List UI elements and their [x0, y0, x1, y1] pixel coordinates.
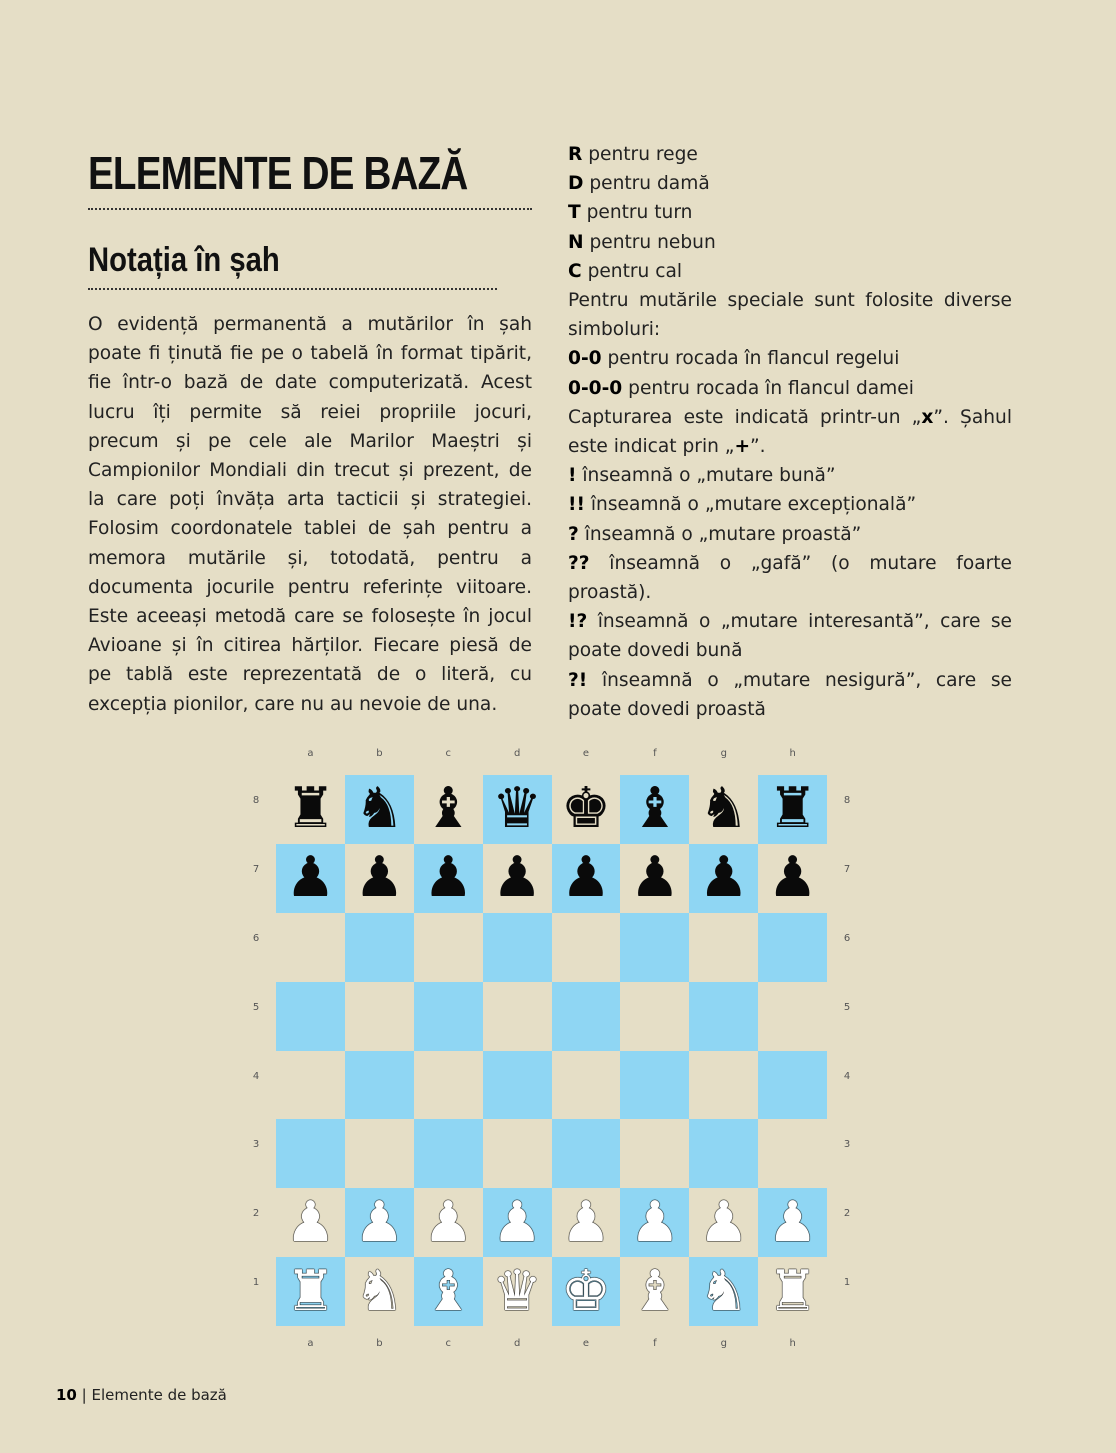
capture-text-2: ”. Șahul este indicat prin „	[568, 406, 1012, 458]
piece-notation-item-text: pentru nebun	[583, 231, 716, 253]
file-label-top: e	[582, 748, 590, 759]
square-d3[interactable]	[483, 1119, 552, 1188]
square-h6[interactable]	[758, 913, 827, 982]
rank-label-left: 1	[252, 1277, 260, 1289]
square-f4[interactable]	[620, 1051, 689, 1120]
square-c5[interactable]	[414, 982, 483, 1051]
square-a2[interactable]	[276, 1188, 345, 1257]
square-h4[interactable]	[758, 1051, 827, 1120]
page-title: ELEMENTE DE BAZĂ	[88, 147, 468, 199]
black-rook-icon[interactable]: ♜	[767, 776, 818, 842]
file-label-top: a	[307, 748, 314, 759]
rank-label-right: 6	[843, 932, 851, 944]
square-c2[interactable]	[414, 1188, 483, 1257]
square-c1[interactable]	[414, 1257, 483, 1326]
file-label-top: h	[789, 748, 796, 759]
right-column	[568, 140, 1012, 724]
piece-notation-item-text: pentru rege	[582, 144, 698, 165]
piece-notation-item-text: pentru turn	[580, 202, 693, 224]
black-pawn-icon[interactable]: ♟	[491, 845, 543, 911]
square-f1[interactable]	[620, 1257, 689, 1326]
annotation-item-symbol: !?	[568, 611, 588, 633]
square-c3[interactable]	[414, 1119, 483, 1188]
annotation-item	[568, 461, 1012, 490]
annotation-item-symbol: !!	[568, 494, 585, 516]
annotation-item	[568, 666, 1012, 724]
castling-item-text: pentru rocada în flancul regelui	[601, 348, 900, 370]
chessboard-figure	[240, 740, 860, 1365]
piece-notation-item-text: pentru damă	[583, 173, 710, 195]
castling-item	[568, 374, 1012, 403]
piece-notation-item-text: pentru cal	[581, 260, 683, 282]
white-pawn-icon[interactable]: ♟	[560, 1189, 612, 1255]
square-c7[interactable]	[414, 844, 483, 913]
square-a6[interactable]	[276, 913, 345, 982]
square-b8[interactable]	[345, 775, 414, 844]
square-g1[interactable]	[689, 1257, 758, 1326]
annotation-item-text: înseamnă o „mutare proastă”	[578, 523, 862, 545]
annotation-item	[568, 607, 1012, 665]
white-pawn-icon[interactable]: ♟	[423, 1189, 474, 1255]
square-a7[interactable]	[276, 844, 345, 913]
rank-label-left: 6	[252, 932, 260, 944]
white-bishop-icon[interactable]: ♝	[423, 1258, 474, 1324]
rank-label-left: 8	[252, 795, 260, 806]
file-label-top: f	[653, 748, 657, 759]
file-label-bottom: c	[445, 1338, 451, 1349]
white-pawn-icon[interactable]: ♟	[491, 1189, 543, 1255]
square-f2[interactable]	[620, 1188, 689, 1257]
square-e4[interactable]	[552, 1051, 621, 1120]
rank-label-right: 2	[843, 1208, 851, 1220]
piece-notation-item-symbol: D	[568, 173, 584, 195]
left-column	[88, 140, 532, 737]
section-title: Notația în șah	[88, 241, 280, 279]
square-d7[interactable]	[483, 844, 552, 913]
square-h5[interactable]	[758, 982, 827, 1051]
square-b3[interactable]	[345, 1119, 414, 1188]
white-king-icon[interactable]: ♚	[560, 1258, 612, 1324]
square-a8[interactable]	[276, 775, 345, 844]
annotation-list	[568, 461, 1012, 724]
rank-label-right: 1	[843, 1277, 851, 1289]
castling-item-symbol: 0-0-0	[568, 377, 623, 399]
square-g8[interactable]	[689, 775, 758, 844]
rank-label-left: 5	[252, 1001, 260, 1013]
rank-label-right: 3	[843, 1139, 851, 1151]
square-h2[interactable]	[758, 1188, 827, 1257]
capture-text-1: Capturarea este indicată printr-un „	[568, 406, 922, 428]
annotation-item	[568, 490, 1012, 519]
white-pawn-icon[interactable]: ♟	[767, 1189, 818, 1255]
white-pawn-icon[interactable]: ♟	[285, 1189, 336, 1255]
square-e2[interactable]	[552, 1188, 621, 1257]
square-g6[interactable]	[689, 913, 758, 982]
square-g5[interactable]	[689, 982, 758, 1051]
square-f3[interactable]	[620, 1119, 689, 1188]
black-king-icon[interactable]: ♚	[560, 776, 612, 842]
black-knight-icon[interactable]: ♞	[698, 776, 749, 842]
square-b5[interactable]	[345, 982, 414, 1051]
square-d4[interactable]	[483, 1051, 552, 1120]
castling-item	[568, 344, 1012, 373]
annotation-item	[568, 549, 1012, 607]
black-pawn-icon[interactable]: ♟	[423, 845, 474, 911]
square-c8[interactable]	[414, 775, 483, 844]
rank-label-right: 7	[843, 863, 851, 875]
square-b2[interactable]	[345, 1188, 414, 1257]
piece-notation-list	[568, 140, 1012, 286]
black-rook-icon[interactable]: ♜	[285, 776, 336, 842]
annotation-item-text: înseamnă o „gafă” (o mutare foarte proastă).	[568, 552, 1012, 604]
black-pawn-icon[interactable]: ♟	[767, 845, 818, 911]
file-label-top: c	[445, 748, 451, 759]
square-g4[interactable]	[689, 1051, 758, 1120]
black-pawn-icon[interactable]: ♟	[354, 845, 405, 911]
annotation-item-symbol: ??	[568, 552, 590, 574]
white-rook-icon[interactable]: ♜	[767, 1258, 818, 1324]
white-queen-icon[interactable]: ♛	[491, 1258, 543, 1324]
special-moves-intro: Pentru mutările speciale sunt folosite diverse simboluri:	[568, 290, 1012, 341]
square-b4[interactable]	[345, 1051, 414, 1120]
file-label-bottom: e	[582, 1338, 590, 1349]
castling-list	[568, 344, 1012, 402]
square-e6[interactable]	[552, 913, 621, 982]
white-pawn-icon[interactable]: ♟	[629, 1189, 680, 1255]
square-e8[interactable]	[552, 775, 621, 844]
piece-notation-item-symbol: C	[568, 260, 582, 282]
square-e1[interactable]	[552, 1257, 621, 1326]
annotation-item-symbol: ?!	[568, 669, 588, 691]
black-pawn-icon[interactable]: ♟	[698, 845, 749, 911]
capture-text-3: ”.	[750, 436, 766, 458]
piece-notation-item	[568, 140, 1012, 169]
black-knight-icon[interactable]: ♞	[354, 776, 405, 842]
square-d8[interactable]	[483, 775, 552, 844]
white-bishop-icon[interactable]: ♝	[629, 1258, 680, 1324]
white-pawn-icon[interactable]: ♟	[354, 1189, 405, 1255]
square-d5[interactable]	[483, 982, 552, 1051]
square-g7[interactable]	[689, 844, 758, 913]
rank-label-left: 3	[252, 1139, 260, 1151]
square-h7[interactable]	[758, 844, 827, 913]
capture-symbol: x	[921, 406, 934, 428]
square-f5[interactable]	[620, 982, 689, 1051]
rank-label-left: 4	[252, 1070, 260, 1082]
rank-label-right: 8	[843, 795, 851, 806]
annotation-item-text: înseamnă o „mutare bună”	[576, 465, 836, 487]
page-footer	[56, 1386, 227, 1404]
square-g2[interactable]	[689, 1188, 758, 1257]
square-b7[interactable]	[345, 844, 414, 913]
square-h8[interactable]	[758, 775, 827, 844]
file-label-top: g	[720, 748, 727, 759]
rank-label-right: 5	[843, 1001, 851, 1013]
square-d2[interactable]	[483, 1188, 552, 1257]
square-a5[interactable]	[276, 982, 345, 1051]
white-knight-icon[interactable]: ♞	[354, 1258, 405, 1324]
square-a1[interactable]	[276, 1257, 345, 1326]
square-b1[interactable]	[345, 1257, 414, 1326]
file-label-bottom: d	[513, 1338, 521, 1349]
black-pawn-icon[interactable]: ♟	[560, 845, 612, 911]
castling-item-text: pentru rocada în flancul damei	[622, 377, 914, 399]
rank-label-right: 4	[843, 1070, 851, 1082]
square-e7[interactable]	[552, 844, 621, 913]
rank-label-left: 7	[252, 863, 260, 875]
black-bishop-icon[interactable]: ♝	[423, 776, 474, 842]
piece-notation-item-symbol: R	[568, 144, 583, 165]
square-h3[interactable]	[758, 1119, 827, 1188]
page-number: 10	[56, 1386, 77, 1404]
square-a3[interactable]	[276, 1119, 345, 1188]
square-e5[interactable]	[552, 982, 621, 1051]
castling-item-symbol: 0-0	[568, 348, 602, 370]
piece-notation-item-symbol: T	[568, 202, 581, 224]
capture-check-text	[568, 403, 1012, 461]
black-pawn-icon[interactable]: ♟	[285, 845, 336, 911]
file-label-bottom: h	[789, 1338, 796, 1349]
file-label-bottom: g	[720, 1338, 727, 1349]
black-queen-icon[interactable]: ♛	[491, 776, 543, 842]
square-f8[interactable]	[620, 775, 689, 844]
file-label-top: b	[376, 748, 383, 759]
piece-notation-item-symbol: N	[568, 231, 584, 253]
black-pawn-icon[interactable]: ♟	[629, 845, 680, 911]
footer-separator: |	[76, 1386, 92, 1404]
annotation-item	[568, 520, 1012, 549]
square-c4[interactable]	[414, 1051, 483, 1120]
square-c6[interactable]	[414, 913, 483, 982]
white-pawn-icon[interactable]: ♟	[698, 1189, 749, 1255]
file-label-bottom: b	[376, 1338, 383, 1349]
square-e3[interactable]	[552, 1119, 621, 1188]
title-divider	[88, 208, 532, 210]
rank-label-left: 2	[252, 1208, 260, 1220]
footer-section: Elemente de bază	[91, 1386, 227, 1404]
white-rook-icon[interactable]: ♜	[285, 1258, 336, 1324]
section-divider	[88, 288, 497, 290]
annotation-item-text: înseamnă o „mutare excepțională”	[584, 494, 917, 516]
square-d6[interactable]	[483, 913, 552, 982]
white-knight-icon[interactable]: ♞	[698, 1258, 749, 1324]
square-h1[interactable]	[758, 1257, 827, 1326]
body-paragraph: O evidență permanentă a mutărilor în șah poate fi ținută fie pe o tabelă în format tipărit, fie într-o bază de date computerizată. Acest lucru îți permite să reiei propriile jocuri, precum și pe cele ale Marilor Maeștri și Campionilor Mondiali din trecut și prezent, de la care poți învăța arta tacticii și strategiei. Folosim coordonatele tablei de șah pentru a memora mutările și, totodată, pentru a documenta jocurile pentru referințe viitoare. Este aceeași metodă care se folosește în jocul Avioane și în citirea hărților. Fiecare piesă de pe tablă este reprezentată de o literă, cu excepția pionilor, care nu au nevoie de una.	[88, 314, 532, 715]
square-b6[interactable]	[345, 913, 414, 982]
annotation-item-text: înseamnă o „mutare nesigură”, care se poate dovedi proastă	[568, 669, 1012, 720]
file-label-bottom: f	[653, 1338, 657, 1349]
file-label-bottom: a	[307, 1338, 314, 1349]
annotation-item-symbol: !	[568, 465, 577, 487]
square-a4[interactable]	[276, 1051, 345, 1120]
piece-notation-item	[568, 228, 1012, 257]
piece-notation-item	[568, 198, 1012, 227]
file-label-top: d	[513, 748, 521, 759]
square-d1[interactable]	[483, 1257, 552, 1326]
chessboard	[276, 775, 827, 1326]
annotation-item-symbol: ?	[568, 523, 579, 545]
square-f7[interactable]	[620, 844, 689, 913]
square-g3[interactable]	[689, 1119, 758, 1188]
square-f6[interactable]	[620, 913, 689, 982]
piece-notation-item	[568, 257, 1012, 286]
black-bishop-icon[interactable]: ♝	[629, 776, 680, 842]
piece-notation-item	[568, 169, 1012, 198]
annotation-item-text: înseamnă o „mutare interesantă”, care se poate dovedi bună	[568, 611, 1012, 662]
check-symbol: +	[734, 436, 751, 458]
